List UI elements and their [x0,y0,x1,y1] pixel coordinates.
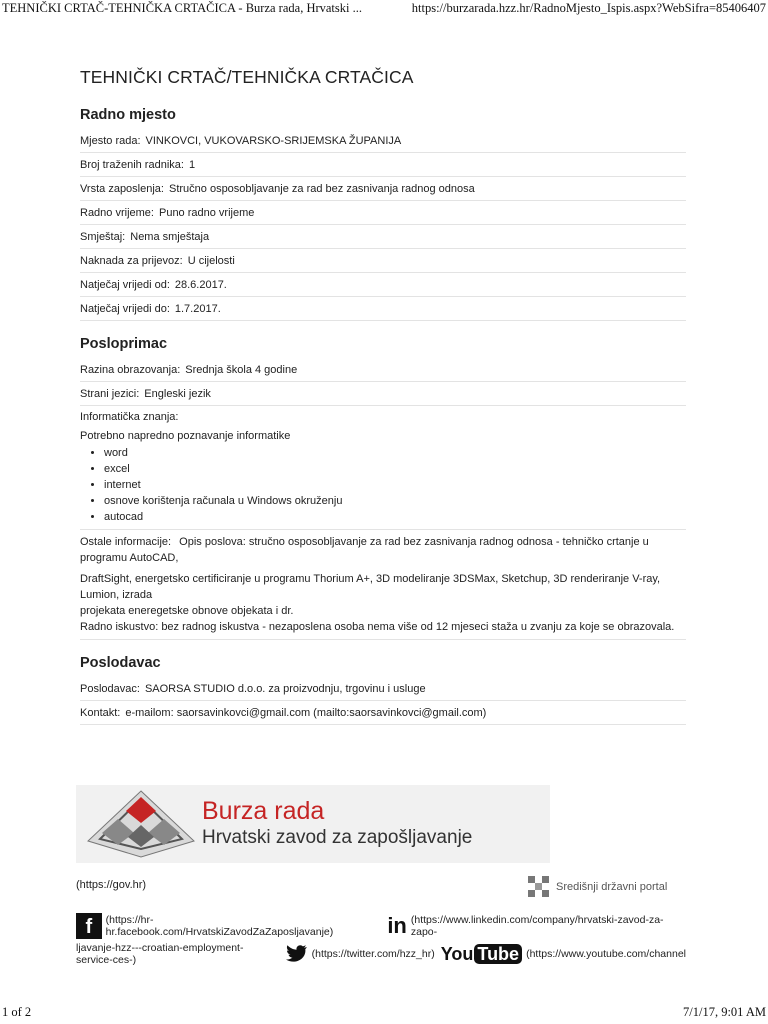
page-title: TEHNIČKI CRTAČ/TEHNIČKA CRTAČICA [80,67,414,87]
row-label: Kontakt: [80,706,121,719]
sdp-logo-icon [528,876,550,898]
row-label: Naknada za prijevoz: [80,254,183,267]
row-label: Smještaj: [80,230,126,243]
social-line-1 [76,912,686,940]
ostale-line-1 [80,534,686,566]
list-item: • internet [104,477,686,493]
list-item: • autocad [104,509,686,525]
row-label: Razina obrazovanja: [80,363,181,376]
job-listing [80,62,686,725]
burza-rada-logo[interactable] [76,785,550,863]
logo-title: Burza rada [202,797,325,825]
twitter-link[interactable]: (https://twitter.com/hzz_hr) [311,948,435,960]
linkedin-icon[interactable]: in [387,913,407,938]
section-heading-radno-mjesto: Radno mjesto [80,107,176,123]
facebook-icon[interactable]: f [76,913,102,939]
info-row-vrsta-zaposlenja [80,177,686,201]
info-row-vrijedi-do [80,297,686,321]
linkedin-link[interactable]: (https://www.linkedin.com/company/hrvatski-zavod-za-zapo- [410,914,664,938]
youtube-link[interactable]: (https://www.youtube.com/channel [526,948,686,960]
info-row-vrijedi-od [80,273,686,297]
row-value: Puno radno vrijeme [158,206,255,219]
info-row-razina-obrazovanja [80,358,686,382]
youtube-icon[interactable] [441,944,522,965]
print-title: TEHNIČKI CRTAČ-TEHNIČKA CRTAČICA - Burza rada, Hrvatski ... [2,1,362,15]
sdp-label: Središnji državni portal [556,881,668,893]
social-line-2 [76,940,686,968]
skills-list [80,445,686,525]
row-value: U cijelosti [187,254,235,267]
info-row-poslodavac [80,677,686,701]
info-row-kontakt [80,701,686,725]
row-value: 1.7.2017. [174,302,221,315]
row-label: Natječaj vrijedi do: [80,302,170,315]
print-url[interactable]: https://burzarada.hzz.hr/RadnoMjesto_Ispis.aspx?WebSifra=85406407 [411,1,766,15]
linkedin-link-continued[interactable]: ljavanje-hzz---croatian-employment-service-ces-) [76,942,244,966]
sredisnji-drzavni-portal-link[interactable] [528,876,667,898]
info-row-ostale-informacije [80,530,686,640]
informaticka-intro: Potrebno napredno poznavanje informatike [80,430,291,442]
row-label: Mjesto rada: [80,134,141,147]
row-value: Opis poslova: stručno osposobljavanje za rad bez zasnivanja radnog odnosa - tehničko crtanje u programu AutoCAD, [80,536,649,564]
social-links [76,912,686,968]
info-row-radno-vrijeme [80,201,686,225]
row-label: Radno vrijeme: [80,206,154,219]
youtube-tube-word: Tube [474,944,522,964]
row-value: Engleski jezik [144,387,211,400]
twitter-icon[interactable] [286,944,308,964]
row-label: Broj traženih radnika: [80,158,184,171]
row-value: SAORSA STUDIO d.o.o. za proizvodnju, trgovinu i usluge [144,682,426,695]
ostale-line-4: Radno iskustvo: bez radnog iskustva - nezaposlena osoba nema više od 12 mjeseci staža u zvanju za koje se obrazovala. [80,621,675,633]
print-datetime: 7/1/17, 9:01 AM [683,1005,766,1019]
section-heading-posloprimac: Posloprimac [80,336,168,352]
gov-hr-link[interactable]: (https://gov.hr) [76,879,147,891]
info-row-mjesto-rada [80,129,686,153]
row-value: Stručno osposobljavanje za rad bez zasnivanja radnog odnosa [168,182,475,195]
row-value: 1 [188,158,196,171]
info-row-strani-jezici [80,382,686,406]
list-item: • word [104,445,686,461]
list-item: • excel [104,461,686,477]
row-label: Ostale informacije: [80,536,172,548]
row-label: Strani jezici: [80,387,140,400]
ostale-line-2: DraftSight, energetsko certificiranje u programu Thorium A+, 3D modeliranje 3DSMax, Sketchup, 3D renderiranje V-ray, Lumion, izrada [80,573,661,601]
row-value: VINKOVCI, VUKOVARSKO-SRIJEMSKA ŽUPANIJA [145,134,402,147]
row-label: Natječaj vrijedi od: [80,278,170,291]
hzz-logo-icon [86,789,196,859]
row-value: Srednja škola 4 godine [185,363,298,376]
facebook-link[interactable]: (https://hr-hr.facebook.com/HrvatskiZavodZaZaposljavanje) [105,914,334,938]
row-label: Poslodavac: [80,682,140,695]
print-header [0,0,768,22]
row-value: Nema smještaja [130,230,210,243]
ostale-line-3: projekata eneregetske obnove objekata i dr. [80,605,294,617]
info-row-broj-radnika [80,153,686,177]
row-label: Informatička znanja: [80,411,179,423]
print-footer [0,1004,768,1024]
contact-email-link[interactable]: e-mailom: saorsavinkovci@gmail.com (mailto:saorsavinkovci@gmail.com) [125,706,487,719]
list-item: • osnove korištenja računala u Windows okruženju [104,493,686,509]
row-label: Vrsta zaposlenja: [80,182,164,195]
page-number: 1 of 2 [2,1005,32,1019]
info-row-informaticka-znanja [80,406,686,530]
row-value: 28.6.2017. [174,278,227,291]
youtube-word: You [440,943,474,964]
logo-subtitle: Hrvatski zavod za zapošljavanje [202,827,473,848]
radno-mjesto-list [80,129,686,321]
info-row-smjestaj [80,225,686,249]
info-row-naknada [80,249,686,273]
section-heading-poslodavac: Poslodavac [80,655,161,671]
